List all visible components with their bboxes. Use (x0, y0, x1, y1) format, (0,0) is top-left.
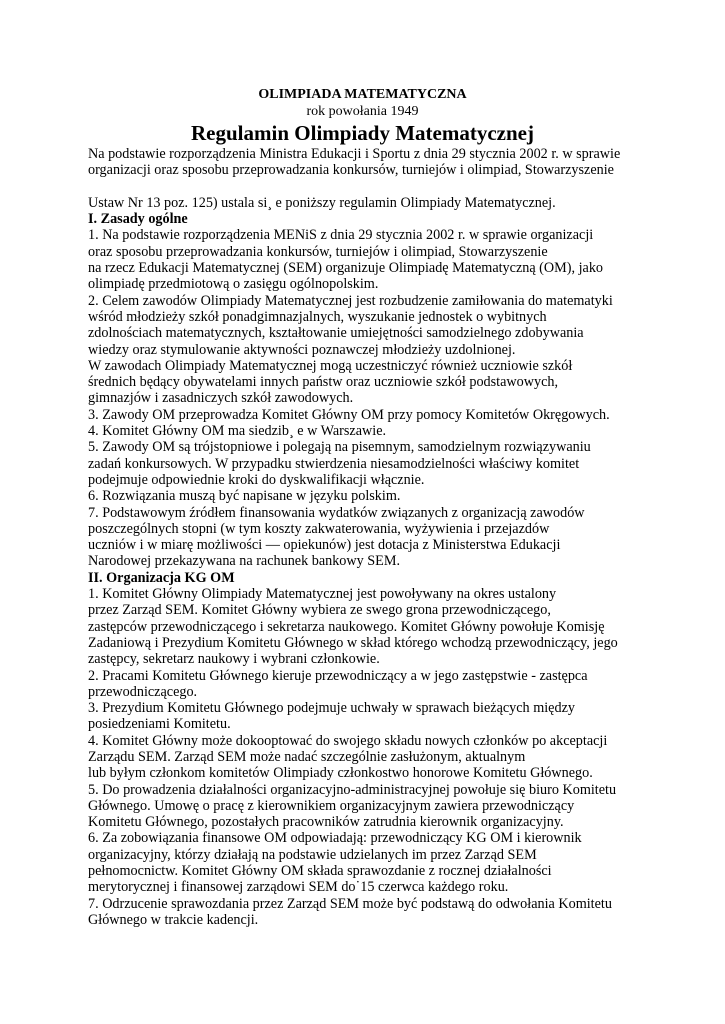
text-line: 4. Komitet Główny OM ma siedzib¸ e w Warszawie. (88, 423, 387, 440)
text-line: wiedzy oraz stymulowanie aktywności poznawczej młodzieży uzdolnionej. (88, 341, 516, 358)
text-line: pełnomocnictw. Komitet Główny OM składa sprawozdanie z rocznej działalności (88, 863, 552, 880)
text-line: Narodowej przekazywana na rachunek bankowy SEM. (88, 553, 401, 570)
text-line: 4. Komitet Główny może dokooptować do swojego składu nowych członków po akceptacji (88, 732, 608, 749)
section-heading: II. Organizacja KG OM (88, 569, 235, 586)
text-line: Zarządu SEM. Zarząd SEM może nadać szczególnie zasłużonym, aktualnym (88, 748, 526, 765)
text-line: poszczególnych stopni (w tym koszty zakwaterowania, wyżywienia i przejazdów (88, 520, 550, 537)
text-line: 5. Zawody OM są trójstopniowe i polegają na pisemnym, samodzielnym rozwiązywaniu (88, 439, 591, 456)
text-line: Zadaniową i Prezydium Komitetu Głównego w skład którego wchodzą przewodniczący, jego (88, 634, 618, 651)
text-line: podejmuje odpowiednie kroki do dyskwalifikacji włącznie. (88, 471, 425, 488)
text-line: 2. Celem zawodów Olimpiady Matematycznej jest rozbudzenie zamiłowania do matematyki (88, 292, 613, 309)
text-line: średnich będący obywatelami innych państw oraz uczniowie szkół podstawowych, (88, 374, 559, 391)
text-line: 2. Pracami Komitetu Głównego kieruje przewodniczący a w jego zastępstwie - zastępca (88, 667, 588, 684)
text-line: 7. Odrzucenie sprawozdania przez Zarząd SEM może być podstawą do odwołania Komitetu (88, 895, 612, 912)
text-line: przez Zarząd SEM. Komitet Główny wybiera ze swego grona przewodniczącego, (88, 602, 551, 619)
text-line: wśród młodzieży szkół ponadgimnazjalnych, wyszukanie jednostek o wybitnych (88, 308, 547, 325)
text-line: lub byłym członkom komitetów Olimpiady członkostwo honorowe Komitetu Głównego. (88, 765, 593, 782)
text-line: W zawodach Olimpiady Matematycznej mogą uczestniczyć również uczniowie szkół (88, 357, 573, 374)
text-line: 1. Komitet Główny Olimpiady Matematycznej jest powoływany na okres ustalony (88, 586, 557, 603)
document-title: Regulamin Olimpiady Matematycznej (191, 121, 534, 145)
text-line: posiedzeniami Komitetu. (88, 716, 231, 733)
text-line: 7. Podstawowym źródłem finansowania wydatków związanych z organizacją zawodów (88, 504, 585, 521)
text-line: merytorycznej i finansowej zarządowi SEM do˙15 czerwca każdego roku. (88, 879, 509, 896)
text-line (88, 179, 688, 195)
text-line: zdolnościach matematycznych, kształtowanie umiejętności samodzielnego zdobywania (88, 325, 584, 342)
text-line: 3. Zawody OM przeprowadza Komitet Główny OM przy pomocy Komitetów Okręgowych. (88, 406, 610, 423)
section-heading: I. Zasady ogólne (88, 211, 188, 228)
text-line: Na podstawie rozporządzenia Ministra Edukacji i Sportu z dnia 29 stycznia 2002 r. w sprawie (88, 146, 621, 162)
text-line: 6. Za zobowiązania finansowe OM odpowiadają: przewodniczący KG OM i kierownik (88, 830, 582, 847)
text-line: Ustaw Nr 13 poz. 125) ustala si¸ e poniższy regulamin Olimpiady Matematycznej. (88, 194, 556, 211)
founded-line: rok powołania 1949 (306, 104, 419, 119)
text-line: 3. Prezydium Komitetu Głównego podejmuje uchwały w sprawach bieżących między (88, 700, 575, 717)
text-line: na rzecz Edukacji Matematycznej (SEM) organizuje Olimpiadę Matematyczną (OM), jako (88, 260, 604, 277)
text-line: 1. Na podstawie rozporządzenia MENiS z dnia 29 stycznia 2002 r. w sprawie organizacji (88, 227, 594, 244)
text-line: przewodniczącego. (88, 683, 198, 700)
text-line: Głównego w trakcie kadencji. (88, 911, 259, 928)
text-line: zadań konkursowych. W przypadku stwierdzenia niesamodzielności właściwy komitet (88, 455, 580, 472)
document-body (88, 146, 688, 928)
text-line: organizacyjny, którzy działają na podstawie udzielanych im przez Zarząd SEM (88, 846, 537, 863)
org-name: OLIMPIADA MATEMATYCZNA (258, 87, 467, 102)
text-line: uczniów i w miarę możliwości — opiekunów) jest dotacja z Ministerstwa Edukacji (88, 537, 561, 554)
text-line: Komitetu Głównego, pozostałych pracowników zatrudnia kierownik organizacyjny. (88, 814, 564, 831)
text-line: zastępców przewodniczącego i sekretarza naukowego. Komitet Główny powołuje Komisję (88, 618, 605, 635)
text-line: organizacji oraz sposobu przeprowadzania konkursów, turniejów i olimpiad, Stowarzyszenie (88, 162, 614, 179)
text-line: zastępcy, sekretarz naukowy i wybrani członkowie. (88, 651, 380, 668)
text-line: oraz sposobu przeprowadzania konkursów, turniejów i olimpiad, Stowarzyszenie (88, 243, 548, 260)
text-line: gimnazjów i zasadniczych szkół zawodowych. (88, 390, 354, 407)
text-line: olimpiadę przedmiotową o zasięgu ogólnopolskim. (88, 276, 379, 293)
text-line: Głównego. Umowę o pracę z kierownikiem organizacyjnym zawiera przewodniczący (88, 797, 575, 814)
text-line: 5. Do prowadzenia działalności organizacyjno-administracyjnej powołuje się biuro Komitetu (88, 781, 617, 798)
text-line: 6. Rozwiązania muszą być napisane w języku polskim. (88, 488, 401, 505)
